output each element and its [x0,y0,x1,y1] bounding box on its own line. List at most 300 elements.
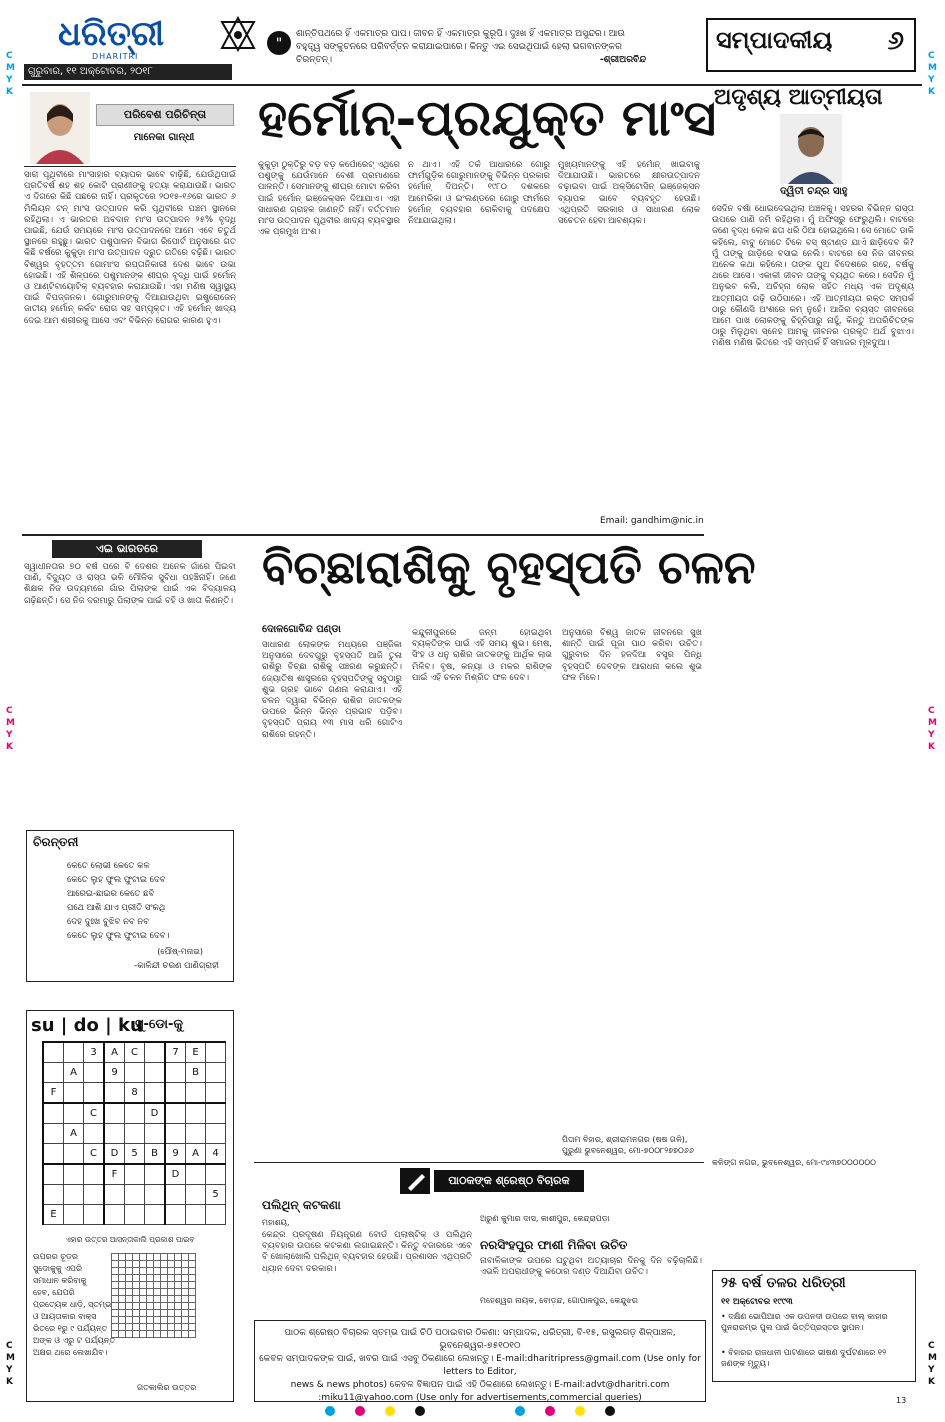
prev-grid-cell [161,1296,168,1303]
prev-grid-cell [119,1282,126,1289]
prev-grid-cell [133,1268,140,1275]
prev-grid-row [112,1282,196,1289]
prev-grid-cell [154,1317,161,1324]
footer-line-2: କେବଳ ସମ୍ପାଦକଙ୍କ ପାଇଁ, ଖବର ପାଇଁ ଏସବୁ ଠିକଣାରେ ଲେଖନ୍ତୁ। E-mail:dharitripress@gmail.com (Use only for letters to Editor, [259,1354,701,1377]
prev-grid-cell [175,1317,182,1324]
prev-grid-row [112,1268,196,1275]
prev-grid-cell [119,1254,126,1261]
prev-grid-cell [147,1303,154,1310]
sudoku-cell [125,1063,145,1083]
prev-grid-cell [147,1310,154,1317]
sudoku-grid [42,1041,226,1225]
prev-grid-cell [154,1296,161,1303]
section-badge [706,18,916,72]
sudoku-cell: B [186,1063,206,1083]
prev-grid-cell [140,1317,147,1324]
prev-grid-cell [154,1303,161,1310]
sudoku-cell [43,1124,64,1144]
quote-author: -ଶ୍ରୀଅରବିନ୍ଦ [599,55,646,65]
prev-grid-cell [126,1282,133,1289]
sudoku-cell: E [186,1042,206,1063]
prev-grid-cell [112,1317,119,1324]
sudoku-cell [206,1124,226,1144]
sudoku-cell: F [43,1083,64,1104]
sudoku-previous-answer-grid [111,1253,196,1338]
prev-grid-cell [189,1296,196,1303]
prev-grid-cell [140,1261,147,1268]
prev-grid-cell [147,1261,154,1268]
sudoku-cell [104,1103,125,1124]
letter-1-sign: ଅରୁଣ କୁମାର ଦାସ, କାଶୀପୁର, କେନ୍ଦ୍ରାପଡ଼ା [480,1214,610,1223]
mid-rule [22,534,704,536]
prev-grid-cell [112,1254,119,1261]
prev-grid-cell [182,1268,189,1275]
sudoku-cell: 4 [206,1144,226,1165]
sudoku-cell: 5 [125,1144,145,1165]
prev-grid-cell [119,1331,126,1338]
sudoku-cell [43,1042,64,1063]
prev-grid-cell [140,1268,147,1275]
prev-grid-cell [189,1275,196,1282]
poem-box [26,830,234,982]
sudoku-cell [165,1063,186,1083]
author-photo-maneka [30,92,90,164]
prev-grid-cell [189,1289,196,1296]
prev-grid-cell [175,1282,182,1289]
prev-grid-cell [112,1289,119,1296]
prev-grid-cell [140,1310,147,1317]
prev-grid-cell [189,1268,196,1275]
prev-grid-cell [168,1303,175,1310]
prev-grid-cell [189,1254,196,1261]
sudoku-cell [206,1063,226,1083]
sudoku-cell: C [84,1103,105,1124]
lead-col-1: କୁକୁଡ଼ା ଠୁକ୍ତିରୁ ବଡ଼ ବଡ଼ କର୍ପୋରେଟ୍ ଏଥିରେ ପଶୁଙ୍କୁ ଯେଉଁମାନେ ବେଶୀ ପ୍ରମାଣରେ ପାଳନ୍ତି। ସେମାନଙ୍କୁ ଶୀଘ୍ର ମୋଟା କରିବା ପାଇଁ ହର୍ମୋନ୍ ଇଞ୍ଜେକ୍ସନ ଦିଆଯାଏ। ଏହା ସାଧାରଣ ଗ୍ରାହକ ଜାଣନ୍ତି ନାହିଁ। ବର୍ତ୍ତମାନ ମାଂସ ଉତ୍ପାଦନ ପୃଥିବୀର ଖାଦ୍ୟ ବ୍ୟବସ୍ଥାର ଏକ ପ୍ରମୁଖ ଅଂଶ। [258,160,400,238]
sudoku-row [43,1185,226,1205]
prev-grid-cell [126,1261,133,1268]
prev-grid-cell [126,1296,133,1303]
prev-grid-cell [168,1324,175,1331]
lead-col-3: ମୁଖ୍ୟମାନଙ୍କୁ ଏହି ହର୍ମୋନ୍ ଖାଇବାକୁ ଦିଆଯାଉଛି। ଭାରତରେ କ୍ଷୀରଉତ୍ପାଦନ ବଢ଼ାଇବା ପାଇଁ ଅକ୍ସିଟୋସିନ୍ ଇଞ୍ଜେକ୍ସନ ବ୍ୟାପକ ଭାବେ ବ୍ୟବହୃତ ହେଉଛି। ଏଥିପ୍ରତି ସରକାର ଓ ସାଧାରଣ ଲୋକ ସଚେତନ ହେବା ଆବଶ୍ୟକ। [558,160,700,227]
page-number: ୬ [887,26,904,56]
feature-footer: ପିତାମ ବିହାର, ଶ୍ରୀରାମନଗର (ଷଷ ଗଳି), ପୁରୁଣା ଭୁବନେଶ୍ୱର, ମୋ-୭୦୦୮୨୭୭୦୬୬ [562,1135,694,1155]
sudoku-cell [165,1185,186,1205]
prev-grid-cell [189,1324,196,1331]
sudoku-cell: C [125,1042,145,1063]
prev-grid-cell [147,1254,154,1261]
prev-grid-cell [140,1331,147,1338]
sudoku-cell: A [64,1124,84,1144]
sudoku-cell [64,1205,84,1225]
sudoku-cell [186,1164,206,1185]
prev-grid-cell [182,1324,189,1331]
poem-line: ଦେହ ଦୁଃଖ ବୁଝିବ ନବ ନବ [67,917,150,927]
prev-grid-cell [154,1282,161,1289]
prev-grid-cell [140,1296,147,1303]
prev-grid-cell [119,1317,126,1324]
prev-grid-cell [112,1303,119,1310]
cmyk-mark-left-bottom: C M Y K [6,1341,15,1387]
sudoku-cell [206,1103,226,1124]
prev-grid-cell [133,1261,140,1268]
prev-grid-cell [168,1310,175,1317]
prev-grid-cell [154,1275,161,1282]
sudoku-cell [125,1185,145,1205]
sudoku-row [43,1083,226,1104]
prev-grid-cell [182,1317,189,1324]
page-footer-number: 13 [896,1396,907,1405]
anniversary-item-1: • ଦକ୍ଷିଣ ଭୋପିଆର ଏକ ଉପନଦୀ ଉପରେ ବାଲ୍ କାହାର ପୁନରାରମ୍ଭ ପୁଲ ପାଇଁ ଭିତ୍ତିପ୍ରସ୍ତର ସ୍ଥାପନ। [721,1312,888,1332]
prev-grid-cell [161,1261,168,1268]
prev-grid-cell [112,1282,119,1289]
prev-grid-cell [112,1310,119,1317]
prev-grid-cell [168,1254,175,1261]
prev-grid-cell [133,1303,140,1310]
sudoku-cell: C [84,1144,105,1165]
sudoku-cell: E [43,1205,64,1225]
sudoku-cell [64,1103,84,1124]
lead-col-2: ନ ଥାଏ। ଏହି ତର୍କ ଆଧାରରେ ଗୋରୁ ଫାର୍ମଗୁଡ଼ିକ ଗୋରୁମାନଙ୍କୁ ବିଭିନ୍ନ ପ୍ରକାର ହର୍ମୋନ୍ ଦିଅନ୍ତି। ୧୯୮୦ ଦଶକରେ ଆମେରିକା ଓ ଇଂଲଣ୍ଡରେ ଗୋରୁ ଫାର୍ମରେ ହର୍ମୋନ୍ ବ୍ୟବହାର ରୋକିବାକୁ ପଦକ୍ଷେପ ନିଆଯାଇଥିଲା। [408,160,550,227]
letters-banner: ପାଠକଙ୍କ ଶ୍ରେଷ୍ଠ ବିଚାରକ [434,1170,584,1192]
lead-headline: ହର୍ମୋନ୍-ପ୍ରଯୁକ୍ତ ମାଂସ [258,88,717,147]
prev-grid-cell [133,1289,140,1296]
prev-grid-cell [161,1275,168,1282]
prev-grid-cell [189,1310,196,1317]
letters-pen-icon [398,1166,432,1196]
author-photo-sahu [780,114,842,184]
letter-1-salute: ମହାଶୟ, [262,1218,290,1227]
sudoku-cell [104,1124,125,1144]
prev-grid-cell [154,1254,161,1261]
prev-grid-cell [119,1303,126,1310]
footer-line-1: ପାଠକ ଶ୍ରେଷ୍ଠ ବିଚାରକ ସ୍ତମ୍ଭ ପାଇଁ ଚିଠି ପଠାଇବାର ଠିକଣା: ସମ୍ପାଦକ, ଧରିତ୍ରୀ, ବି-୧୫, ରସୁଲଗଡ଼ ଶିଳ୍ପାଞ୍ଚଳ, ଭୁବନେଶ୍ୱର-୭୫୧୦୧୦ [284,1328,676,1351]
sudoku-title-en: su | do | ku [31,1015,143,1036]
prev-grid-cell [147,1268,154,1275]
sudoku-row [43,1164,226,1185]
cmyk-mark-left-mid: C M Y K [6,706,15,752]
sudoku-cell [145,1205,166,1225]
prev-grid-cell [161,1289,168,1296]
sudoku-cell [104,1185,125,1205]
prev-grid-cell [140,1282,147,1289]
prev-grid-row [112,1310,196,1317]
prev-grid-cell [182,1261,189,1268]
prev-grid-cell [133,1310,140,1317]
footer-line-4: :miku11@yahoo.com (Use only for advertisements,commercial queries) [318,1393,642,1403]
dateline: ଗୁରୁବାର, ୧୧ ଅକ୍ଟୋବର, ୨୦୧୮ [24,64,232,80]
sudoku-cell: 5 [206,1185,226,1205]
sudoku-cell [64,1042,84,1063]
sudoku-cell [186,1205,206,1225]
prev-grid-row [112,1289,196,1296]
footer-line-3: news & news photos) କେବଳ ବିଜ୍ଞାପନ ପାଇଁ ଏହି ଠିକଣାରେ ଲେଖନ୍ତୁ। E-mail:advt@dharitri.com [290,1380,670,1390]
sudoku-cell [206,1083,226,1104]
prev-grid-cell [133,1324,140,1331]
poem-source: (ପୌଷ୍-ମନାଇ) [157,947,203,956]
prev-grid-cell [154,1268,161,1275]
poem-line: କେତେ ଲୁହ ଫୁଲ ଫୁଟାଇ ଦେବ। [67,931,170,941]
feature-col-2: କନ୍ଦୁଳୀପୁରରେ ଜନ୍ମ ହୋଇଥିବା ବ୍ୟକ୍ତିଙ୍କ ପାଇଁ ଏହି ସମୟ ଶୁଭ। ମେଷ, ସିଂହ ଓ ଧନୁ ରାଶିର ଜାତକଙ୍କୁ ଆର୍ଥିକ ଲାଭ ମିଳିବ। ବୃଷ, କନ୍ୟା ଓ ମକର ରାଶିଙ୍କ ପାଇଁ ଏହି ଚଳନ ମିଶ୍ରିତ ଫଳ ଦେବ। [412,628,552,683]
lead-email: Email: gandhim@nic.in [600,516,704,526]
sudoku-cell [186,1124,206,1144]
prev-grid-cell [175,1275,182,1282]
prev-grid-cell [168,1282,175,1289]
prev-grid-cell [161,1310,168,1317]
svg-text:": " [275,36,283,52]
poem-lines [67,859,169,943]
left-column-author: ମାନେକା ଗାନ୍ଧୀ [133,132,195,143]
sudoku-cell [104,1205,125,1225]
anniversary-box [712,1270,916,1382]
right-column-headline: ଅଦୃଶ୍ୟ ଆତ୍ମୀୟତା [714,84,883,110]
letter-1-body: କେନ୍ଦ୍ର ପ୍ରଦୂଷଣ ନିୟନ୍ତ୍ରଣ ବୋର୍ଡ ପ୍ଲାଷ୍ଟିକ୍ ଓ ପଲିଥିନ୍ ବ୍ୟବହାର ଉପରେ କଟକଣା ଲଗାଇଛନ୍ତି। କିନ୍ତୁ ବଜାରରେ ଏବେ ବି ଖୋଲାଖୋଲି ପଲିଥିନ୍ ବ୍ୟବହାର ହେଉଛି। ପ୍ରଶାସନ ଏଥିପ୍ରତି ଧ୍ୟାନ ଦେବା ଦରକାର। [262,1230,472,1274]
poem-tag: ଚିରନ୍ତନୀ [33,835,79,849]
sudoku-cell [125,1103,145,1124]
prev-grid-cell [147,1275,154,1282]
india-body: ସ୍ୱାଧୀନତାର ୭୦ ବର୍ଷ ପରେ ବି ଦେଶର ଅନେକ ଗାଁରେ ପିଇବା ପାଣି, ବିଦ୍ୟୁତ ଓ ରାସ୍ତା ଭଳି ମୌଳିକ ସୁବିଧା ପହଞ୍ଚିନାହିଁ। ଜଣେ ଶିକ୍ଷକ ନିଜ ଉଦ୍ୟମରେ ଗାଁର ପିଲାଙ୍କ ପାଇଁ ଏକ ବିଦ୍ୟାଳୟ ଗଢ଼ିଛନ୍ତି। ସେ ନିଜ ଦରମାରୁ ପିଲାଙ୍କ ପାଇଁ ବହି ଓ ଖାତା କିଣନ୍ତି। [24,562,236,606]
anniversary-title: ୨୫ ବର୍ଷ ତଳର ଧରିତ୍ରୀ [721,1275,846,1291]
cmyk-mark-right-mid: C M Y K [928,706,937,752]
prev-grid-cell [154,1331,161,1338]
prev-grid-cell [154,1324,161,1331]
anniversary-item-2: • ବିହାରର ରାଜଧାନୀ ପାଟଣାରେ ଭୀଷଣ ଦୁର୍ଘଟଣାରେ ୧୨ ଜଣଙ୍କ ମୃତ୍ୟୁ। [721,1348,887,1368]
prev-grid-cell [133,1331,140,1338]
sudoku-row [43,1124,226,1144]
anniversary-date: ୧୧ ଅକ୍ଟୋବର ୧୯୯୩ [721,1297,793,1307]
prev-grid-row [112,1324,196,1331]
sudoku-cell [84,1185,105,1205]
prev-grid-cell [182,1275,189,1282]
prev-grid-cell [168,1296,175,1303]
prev-grid-cell [147,1289,154,1296]
sudoku-cell [43,1063,64,1083]
prev-grid-cell [154,1261,161,1268]
prev-grid-cell [161,1324,168,1331]
footer-contact-box [254,1320,706,1402]
sudoku-row [43,1103,226,1124]
prev-grid-cell [161,1282,168,1289]
prev-grid-cell [161,1268,168,1275]
prev-grid-cell [168,1268,175,1275]
prev-grid-cell [154,1310,161,1317]
prev-grid-cell [140,1275,147,1282]
prev-grid-cell [140,1303,147,1310]
prev-grid-cell [161,1331,168,1338]
poem-poet: -କାଳିନ୍ଦୀ ଚରଣ ପାଣିଗ୍ରାହୀ [134,961,219,971]
sudoku-box [26,1010,234,1402]
prev-grid-cell [175,1289,182,1296]
sudoku-cell: A [186,1144,206,1165]
quote-icon [266,30,292,56]
sudoku-cell [165,1124,186,1144]
sudoku-cell: F [104,1164,125,1185]
sudoku-cell [43,1185,64,1205]
prev-grid-row [112,1261,196,1268]
emblem-icon [218,14,258,54]
sudoku-cell: 3 [84,1042,105,1063]
prev-grid-cell [119,1261,126,1268]
prev-grid-cell [126,1268,133,1275]
sudoku-hint: ଉପରର ଚୂଡ଼ର ସୁଡୋକୁକୁ ଏପରି ସମାଧାନ କରିବାକୁ ହେବ, ଯେପରି ପ୍ରତ୍ୟେକ ଧାଡ଼ି, ସ୍ତମ୍ଭ ଓ ଆୟତାକାର ବାକ୍ସ ଭିତରେ ୧ରୁ ୯ ପର୍ଯ୍ୟନ୍ତ ଅଙ୍କ ଓ ଏରୁ ଟ ପର୍ଯ୍ୟନ୍ତ ଅକ୍ଷର ଥରେ ଲେଖାଯିବ। [33,1252,116,1357]
prev-grid-cell [133,1275,140,1282]
poem-line: ପଥେ ଆଶି ଯାଏ ପ୍ରୀତି ସଂକଥି [67,903,166,913]
sudoku-cell [64,1144,84,1165]
sudoku-cell: D [104,1144,125,1165]
letters-rule [254,1162,704,1163]
sudoku-cell: 9 [104,1063,125,1083]
prev-grid-cell [119,1324,126,1331]
prev-grid-cell [182,1310,189,1317]
sudoku-cell [43,1144,64,1165]
india-tag: ଏଇ ଭାରତରେ [52,540,202,558]
sudoku-prev-label: ଗତକାଲିର ଉତ୍ତର [137,1383,197,1392]
sudoku-cell [43,1164,64,1185]
prev-grid-cell [175,1331,182,1338]
sudoku-title-or: ସୁ-ଡୋ-କୁ [135,1017,183,1032]
prev-grid-cell [147,1317,154,1324]
cmyk-mark-left-top: C M Y K [6,51,15,97]
prev-grid-cell [126,1303,133,1310]
prev-grid-cell [147,1331,154,1338]
section-title: ସମ୍ପାଦକୀୟ [716,26,833,54]
right-column-body: ସେଦିନ ବର୍ଷା ଧୋଇଦେଇଥିଲା ଅଞ୍ଚଳକୁ। ସହରର ବିଭିନ୍ନ ରାସ୍ତା ଉପରେ ପାଣି ଜମି ରହିଥିଲା। ମୁଁ ଅଫିସରୁ ଫେରୁଥିଲି। ବାଟରେ ଜଣେ ବୃଦ୍ଧ ଲୋକ ଛତା ଧରି ଠିଆ ହୋଇଥିଲେ। ସେ ମୋତେ ଡାକି କହିଲେ, ବାବୁ ମୋତେ ଟିକେ ବସ୍ ଷ୍ଟାଣ୍ଡ ଯାଏଁ ଛାଡ଼ିଦେବ କି? ମୁଁ ତାଙ୍କୁ ଗାଡ଼ିରେ ବସାଇ ନେଲି। ବାଟରେ ସେ ନିଜ ଜୀବନର ଅନେକ କଥା କହିଲେ। ତାଙ୍କ ପୁଅ ବିଦେଶରେ ରହେ, ବର୍ଷକୁ ଥରେ ଆସେ। ଏକାକୀ ଜୀବନ ତାଙ୍କୁ ବ୍ୟଥିତ କରେ। ସେଦିନ ମୁଁ ଅନୁଭବ କଲି, ଅଚିହ୍ନା ଲୋକ ସହିତ ମଧ୍ୟ ଏକ ଅଦୃଶ୍ୟ ଆତ୍ମୀୟତା ଗଢ଼ି ଉଠିପାରେ। ଏହି ଆତ୍ମୀୟତା ରକ୍ତ ସମ୍ପର୍କ ଠାରୁ କୌଣସି ଅଂଶରେ କମ୍ ନୁହେଁ। ଆଜିର ବ୍ୟସ୍ତ ଜୀବନରେ ଆମେ ପାଖ ଲୋକଙ୍କୁ ଚିହ୍ନିପାରୁ ନାହୁଁ, କିନ୍ତୁ ଅପରିଚିତଙ୍କ ଠାରୁ ମିଳୁଥିବା ସ୍ନେହ ଆମକୁ ଜୀବନର ପ୍ରକୃତ ଅର୍ଥ ବୁଝାଏ। ମଣିଷ ମଣିଷ ଭିତରେ ଏହି ସମ୍ପର୍କ ହିଁ ସମାଜର ମୂଳଦୁଆ। [712,204,914,349]
prev-grid-cell [112,1275,119,1282]
prev-grid-cell [168,1331,175,1338]
feature-col-1: ସାଧାରଣ ଲୋକଙ୍କ ମଧ୍ୟରେ ପଞ୍ଜିକା ଅନୁସାରେ ଦେବଗୁରୁ ବୃହସ୍ପତି ଆଜି ତୁଳା ରାଶିରୁ ବିଚ୍ଛା ରାଶିକୁ ସଞ୍ଚରଣ କରୁଛନ୍ତି। ଜ୍ୟୋତିଷ ଶାସ୍ତ୍ରରେ ବୃହସ୍ପତିଙ୍କୁ ସବୁଠାରୁ ଶୁଭ ଗ୍ରହ ଭାବେ ଗଣନା କରାଯାଏ। ଏହି ଚଳନ ଦ୍ୱାରା ବିଭିନ୍ନ ରାଶିର ଜାତକଙ୍କ ଉପରେ ଭିନ୍ନ ଭିନ୍ନ ପ୍ରଭାବ ପଡ଼ିବ। ବୃହସ୍ପତି ପ୍ରାୟ ୧୩ ମାସ ଧରି ଗୋଟିଏ ରାଶିରେ ରହନ୍ତି। [262,640,402,740]
prev-grid-cell [175,1324,182,1331]
prev-grid-cell [168,1275,175,1282]
prev-grid-cell [140,1289,147,1296]
sudoku-cell [84,1164,105,1185]
prev-grid-cell [126,1289,133,1296]
cmyk-mark-right-bottom: C M Y K [928,1341,937,1387]
sudoku-cell [64,1185,84,1205]
sudoku-cell [125,1164,145,1185]
prev-grid-cell [119,1296,126,1303]
letter-2-title: ନରସିଂହପୁର ଫାଶୀ ମିଳିବା ଉଚିତ [480,1238,628,1252]
prev-grid-cell [189,1303,196,1310]
prev-grid-row [112,1275,196,1282]
prev-grid-cell [133,1282,140,1289]
sudoku-cell [206,1205,226,1225]
prev-grid-row [112,1254,196,1261]
sudoku-cell [145,1124,166,1144]
prev-grid-cell [168,1317,175,1324]
prev-grid-cell [133,1296,140,1303]
prev-grid-cell [182,1282,189,1289]
sudoku-cell [145,1083,166,1104]
sudoku-row [43,1144,226,1165]
sudoku-cell [165,1083,186,1104]
left-column-tag: ପରିବେଶ ପରିଚିନ୍ତା [96,104,234,126]
prev-grid-cell [119,1275,126,1282]
sudoku-cell [145,1185,166,1205]
sudoku-cell: A [64,1063,84,1083]
prev-grid-cell [189,1282,196,1289]
prev-grid-cell [133,1317,140,1324]
prev-grid-row [112,1317,196,1324]
prev-grid-cell [182,1289,189,1296]
sudoku-row [43,1042,226,1063]
sudoku-cell [84,1124,105,1144]
poem-line: ଆରେଇ-ଛାଇର କେତେ ଛବି [67,889,155,899]
letter-1-title: ପଲିଥିନ୍ କଟକଣା [262,1198,341,1212]
prev-grid-cell [140,1254,147,1261]
prev-grid-cell [161,1317,168,1324]
prev-grid-cell [175,1261,182,1268]
sudoku-cell [84,1205,105,1225]
sudoku-cell [206,1164,226,1185]
masthead-logo: ଧରିତ୍ରୀ [58,14,165,54]
prev-grid-cell [182,1331,189,1338]
sudoku-cell: 8 [125,1083,145,1104]
sudoku-cell [84,1083,105,1104]
prev-grid-cell [112,1261,119,1268]
prev-grid-cell [112,1331,119,1338]
quote-text: ଶାନ୍ତିପଥରେ ହିଁ ଏକମାତ୍ର ପାପ। ଜୀବନ ହିଁ ଏକମାତ୍ର କୁରୂପି। ଦୁଃଖ ହିଁ ଏକମାତ୍ର ଅସୁନ୍ଦର। ଆଉ ବହୁତ୍ତ୍ୱ ସଙ୍କୁଚନରେ ପରିବର୍ତ୍ତନ କରାଯାଇପାରେ। କିନ୍ତୁ ଏଇ ସେଇଥିପାଇଁ ହେଲା ଭଗବାନଙ୍କର ଚିରନ୍ତନ୍। -ଶ୍ରୀଅରବିନ୍ଦ [296,29,646,65]
letter-2-sign: ମହେଶ୍ୱର ନାୟକ, ବୋଡ଼ନ୍ଦ, ଗୋପାଳପୁର, କେନ୍ଦୁଝର [480,1296,638,1305]
sudoku-cell [165,1205,186,1225]
prev-grid-cell [161,1254,168,1261]
sudoku-cell [125,1205,145,1225]
sudoku-cell [84,1063,105,1083]
prev-grid-row [112,1303,196,1310]
masthead-logo-sub: DHARITRI [92,52,139,61]
prev-grid-cell [119,1268,126,1275]
prev-grid-cell [189,1261,196,1268]
right-column-author: ଦ୍ୱିତୀ ଚନ୍ଦ୍ର ସାହୁ [780,186,848,197]
sudoku-cell [64,1164,84,1185]
feature-author: ଦୋଳଗୋବିନ୍ଦ ପଣ୍ଡା [262,624,341,635]
prev-grid-cell [161,1303,168,1310]
prev-grid-cell [119,1310,126,1317]
sudoku-cell: 7 [165,1042,186,1063]
prev-grid-cell [147,1296,154,1303]
prev-grid-cell [126,1254,133,1261]
prev-grid-cell [182,1296,189,1303]
prev-grid-cell [147,1282,154,1289]
sudoku-cell: A [104,1042,125,1063]
prev-grid-cell [112,1268,119,1275]
prev-grid-cell [140,1324,147,1331]
prev-grid-cell [175,1254,182,1261]
right-column-footer: କଳିଙ୍ଗ ନଗର, ଭୁବନେଶ୍ୱର, ମୋ-୯୪୩୭୦୦୦୦୦୦ [712,1158,876,1167]
sudoku-cell [145,1042,166,1063]
prev-grid-row [112,1331,196,1338]
sudoku-cell [125,1124,145,1144]
poem-line: କେତେ ଲୋଭୀ କେତେ କଳ [67,861,150,871]
prev-grid-cell [126,1331,133,1338]
prev-grid-cell [133,1254,140,1261]
registration-color-bar [320,1404,620,1418]
sudoku-cell [145,1164,166,1185]
prev-grid-cell [112,1324,119,1331]
prev-grid-cell [175,1310,182,1317]
sudoku-row [43,1205,226,1225]
sudoku-cell: D [145,1103,166,1124]
sudoku-cell [206,1042,226,1063]
sudoku-row [43,1063,226,1083]
prev-grid-cell [154,1289,161,1296]
feature-headline: ବିଚ୍ଛାରାଶିକୁ ବୃହସ୍ପତି ଚଳନ [262,540,756,594]
sudoku-cell: 9 [165,1144,186,1165]
feature-col-3: ଅନୁସାରେ ବିଶ୍ୱ ଜାତକ ଜୀବନରେ ସୁଖ ଶାନ୍ତି ପାଇଁ ପୂଜା ପାଠ କରିବା ଉଚିତ। ଗୁରୁବାର ଦିନ ହଳଦିଆ ବସ୍ତ୍ର ପିନ୍ଧି ବୃହସ୍ପତି ଦେବଙ୍କ ଆରାଧନା କଲେ ଶୁଭ ଫଳ ମିଳେ। [562,628,702,683]
prev-grid-cell [112,1296,119,1303]
sudoku-cell [186,1103,206,1124]
sudoku-cell [165,1103,186,1124]
sudoku-cell: B [145,1144,166,1165]
letter-2-body: ନାବାଳିକାଙ୍କ ଉପରେ ଘଟୁଥିବା ଅତ୍ୟାଚାର ଦିନକୁ ଦିନ ବଢ଼ିଚାଲିଛି। ଏଭଳି ଅପରାଧୀଙ୍କୁ କଠୋର ଦଣ୍ଡ ଦିଆଯିବା ଉଚିତ। [480,1256,702,1278]
